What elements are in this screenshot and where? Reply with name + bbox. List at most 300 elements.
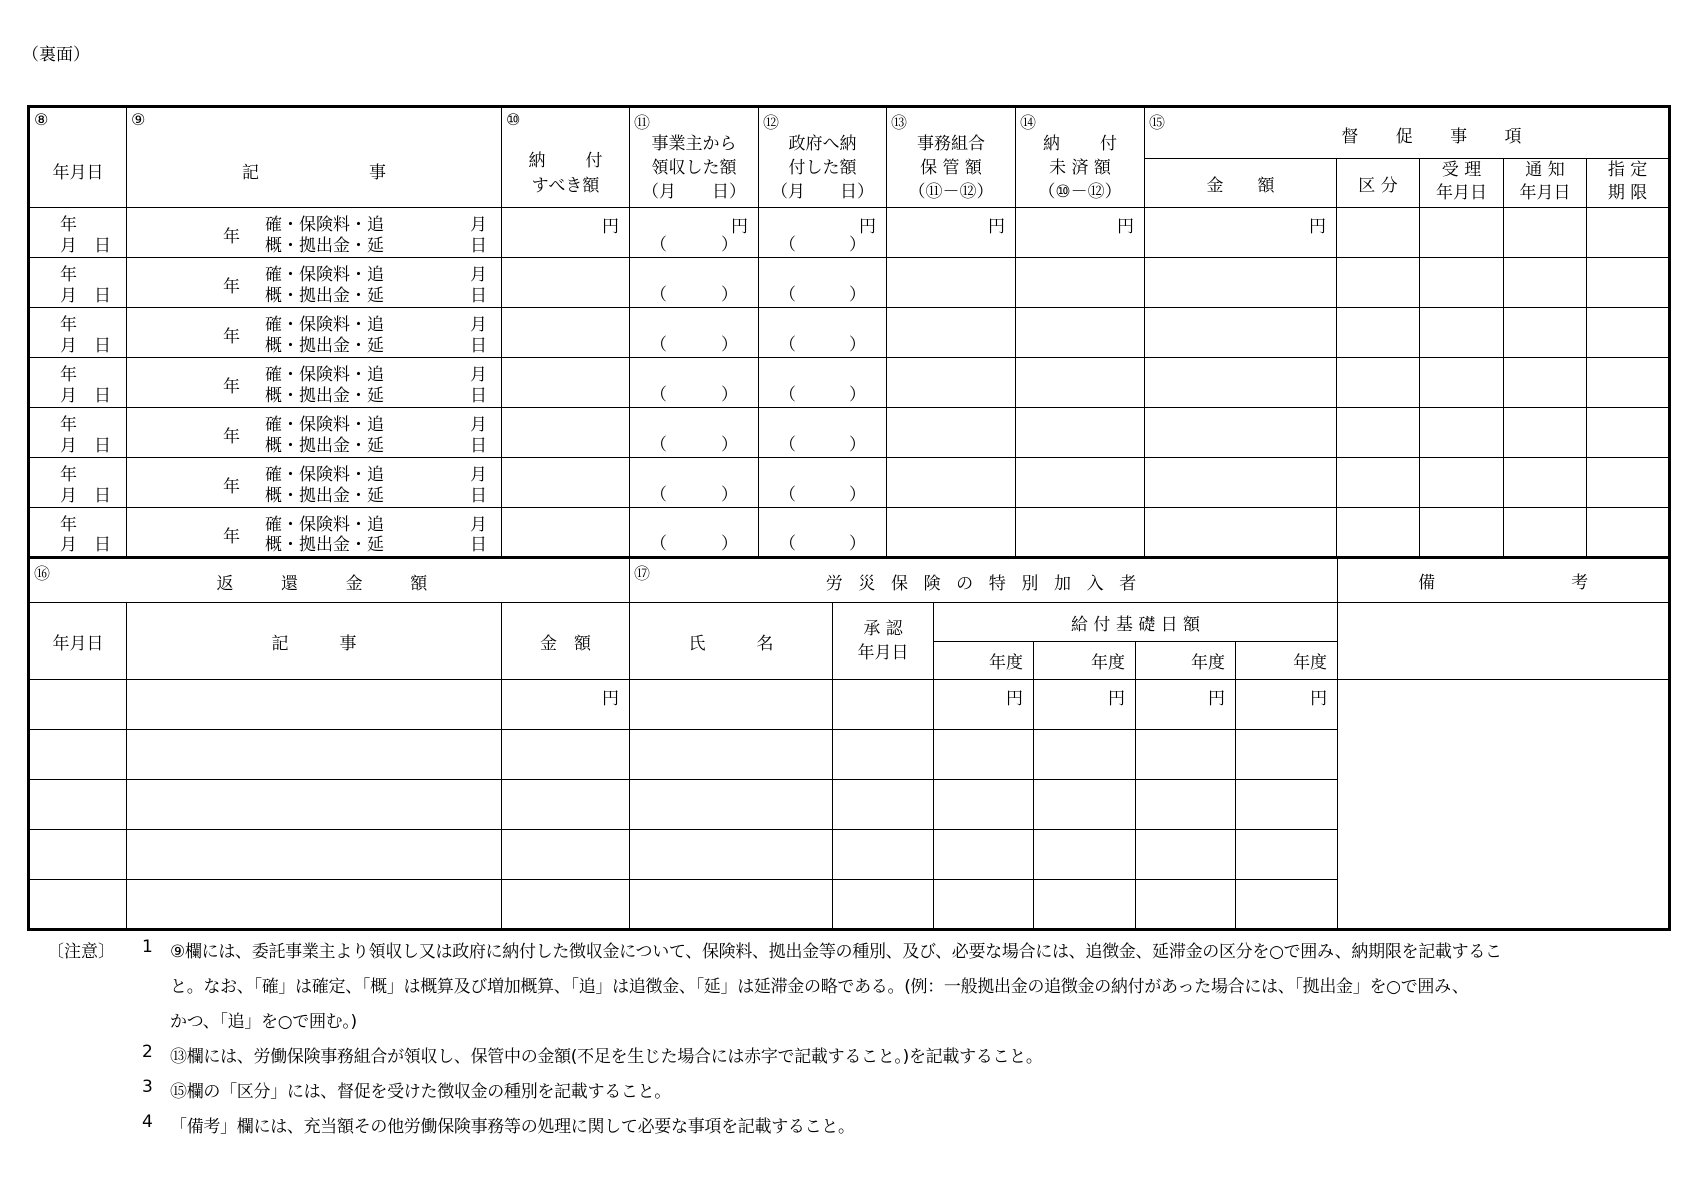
refund-date-cell[interactable]	[29, 680, 127, 730]
header-held	[887, 107, 1016, 208]
header-label: （月	[771, 182, 805, 202]
refund-amount-cell[interactable]	[502, 730, 630, 780]
fiscal-year-header: 年度	[1236, 642, 1338, 680]
month-day-label: 月 日	[60, 386, 111, 406]
refund-date-header: 年月日	[29, 603, 127, 680]
paren-close: ）	[849, 485, 866, 505]
refund-row	[29, 830, 1670, 880]
dunning-amount-cell[interactable]	[1145, 358, 1337, 408]
fy3-amount-cell[interactable]	[1136, 730, 1236, 780]
kaku-option: 確・保険料・追	[265, 365, 384, 385]
month-day-label: 月 日	[60, 436, 111, 456]
dunning-amount-cell[interactable]	[1145, 258, 1337, 308]
header-date	[29, 107, 127, 208]
col-number: ⑯	[34, 564, 51, 583]
record-row	[29, 258, 1670, 308]
deadline-cell[interactable]	[1587, 358, 1670, 408]
header-label: 考	[1571, 573, 1589, 593]
header-payable	[502, 107, 630, 208]
deadline-cell[interactable]	[1587, 258, 1670, 308]
fy1-amount-cell[interactable]	[934, 880, 1034, 930]
kubun-cell[interactable]	[1337, 358, 1420, 408]
paid-gov-cell[interactable]	[759, 258, 887, 308]
refund-row	[29, 780, 1670, 830]
header-article	[127, 107, 502, 208]
paren-open: （	[779, 285, 796, 305]
paren-open: （	[650, 235, 667, 255]
refund-article-header: 記 事	[127, 603, 502, 680]
paren-date	[650, 480, 738, 505]
notified-date-cell[interactable]	[1504, 508, 1587, 558]
payable-cell[interactable]	[502, 308, 630, 358]
month-label: 月	[470, 315, 487, 335]
kubun-cell[interactable]	[1337, 258, 1420, 308]
special-approval-cell[interactable]	[833, 730, 934, 780]
year-label: 年	[60, 215, 77, 235]
paren-close: ）	[721, 485, 738, 505]
yen-unit: 円	[602, 689, 620, 709]
held-cell[interactable]	[887, 408, 1016, 458]
special-approval-cell[interactable]	[833, 880, 934, 930]
header-label: 指 定	[1607, 160, 1648, 180]
refund-special-table	[27, 556, 1671, 931]
paren-open: （	[779, 485, 796, 505]
day-label: 日	[470, 336, 487, 356]
refund-amount-cell[interactable]	[502, 680, 630, 730]
month-day-label: 月 日	[60, 535, 111, 555]
month-day-label: 月 日	[60, 486, 111, 506]
year-label: 年	[60, 515, 77, 535]
col-number: ⑰	[634, 564, 651, 583]
header-label: 期 限	[1607, 183, 1648, 203]
header-label: 日）	[712, 182, 746, 202]
fy4-amount-cell[interactable]	[1236, 880, 1338, 930]
year-label: 年	[223, 277, 240, 297]
collection-table	[27, 105, 1671, 559]
year-label: 年	[223, 327, 240, 347]
gai-option: 概・拠出金・延	[265, 236, 384, 256]
payable-cell[interactable]	[502, 358, 630, 408]
header-paid-gov	[759, 107, 887, 208]
header-label: 承 認	[863, 619, 903, 639]
header-label: 事務組合	[917, 134, 985, 154]
kubun-cell[interactable]	[1337, 458, 1420, 508]
yen-unit: 円	[988, 217, 1005, 237]
special-approval-cell[interactable]	[833, 680, 934, 730]
paren-date	[779, 330, 866, 355]
received-date-cell[interactable]	[1420, 208, 1504, 258]
paid-gov-cell[interactable]	[759, 358, 887, 408]
paren-close: ）	[721, 285, 738, 305]
held-cell[interactable]	[887, 508, 1016, 558]
year-label: 年	[60, 365, 77, 385]
header-dunning-deadline	[1587, 159, 1670, 208]
unpaid-cell[interactable]	[1016, 408, 1145, 458]
gai-option: 概・拠出金・延	[265, 286, 384, 306]
paren-date	[779, 380, 866, 405]
paid-gov-cell[interactable]	[759, 308, 887, 358]
paren-date	[779, 230, 866, 255]
paid-gov-cell[interactable]	[759, 408, 887, 458]
held-cell[interactable]	[887, 358, 1016, 408]
notified-date-cell[interactable]	[1504, 408, 1587, 458]
col-number: ⑪	[634, 113, 651, 132]
refund-amount-header: 金 額	[502, 603, 630, 680]
kubun-cell[interactable]	[1337, 508, 1420, 558]
header-unpaid	[1016, 107, 1145, 208]
day-label: 日	[470, 486, 487, 506]
dunning-amount-cell[interactable]	[1145, 408, 1337, 458]
year-label: 年	[223, 427, 240, 447]
header-label: 記	[242, 163, 259, 183]
date-cell[interactable]	[29, 258, 127, 308]
header-label: 政府へ納	[788, 134, 857, 154]
held-cell[interactable]	[887, 208, 1016, 258]
month-label: 月	[470, 515, 487, 535]
paid-gov-cell[interactable]	[759, 458, 887, 508]
article-cell[interactable]	[127, 208, 502, 258]
kaku-option: 確・保険料・追	[265, 415, 384, 435]
kaku-option: 確・保険料・追	[265, 515, 384, 535]
special-name-cell[interactable]	[630, 880, 833, 930]
deadline-cell[interactable]	[1587, 508, 1670, 558]
article-cell[interactable]	[127, 358, 502, 408]
header-label: 事業主から	[651, 134, 737, 154]
refund-row	[29, 880, 1670, 930]
header-dunning-kubun: 区 分	[1337, 159, 1420, 208]
record-row	[29, 458, 1670, 508]
date-cell[interactable]	[29, 358, 127, 408]
gai-option: 概・拠出金・延	[265, 436, 384, 456]
gai-option: 概・拠出金・延	[265, 535, 384, 555]
paren-open: （	[650, 335, 667, 355]
refund-date-cell[interactable]	[29, 780, 127, 830]
month-label: 月	[470, 465, 487, 485]
received-date-cell[interactable]	[1420, 358, 1504, 408]
notified-date-cell[interactable]	[1504, 258, 1587, 308]
unpaid-cell[interactable]	[1016, 208, 1145, 258]
month-day-label: 月 日	[60, 286, 111, 306]
paren-date	[650, 529, 738, 554]
record-row	[29, 508, 1670, 558]
fiscal-year-header: 年度	[934, 642, 1034, 680]
received-cell[interactable]	[630, 358, 759, 408]
yen-unit: 円	[1208, 689, 1226, 709]
paren-open: （	[779, 534, 796, 554]
fiscal-year-header: 年度	[1136, 642, 1236, 680]
fy2-amount-cell[interactable]	[1034, 780, 1136, 830]
year-label: 年	[223, 477, 240, 497]
fy3-amount-cell[interactable]	[1136, 880, 1236, 930]
kubun-cell[interactable]	[1337, 208, 1420, 258]
unpaid-cell[interactable]	[1016, 508, 1145, 558]
header-label: 付	[1100, 134, 1117, 154]
fy3-amount-cell[interactable]	[1136, 680, 1236, 730]
paren-date	[779, 529, 866, 554]
fy3-amount-cell[interactable]	[1136, 830, 1236, 880]
held-cell[interactable]	[887, 458, 1016, 508]
col-number: ⑮	[1149, 113, 1166, 132]
month-day-label: 月 日	[60, 236, 111, 256]
paren-open: （	[779, 385, 796, 405]
record-row	[29, 358, 1670, 408]
year-label: 年	[60, 415, 77, 435]
fy1-amount-cell[interactable]	[934, 780, 1034, 830]
paren-open: （	[650, 285, 667, 305]
note-number: 3	[142, 1077, 153, 1097]
payable-cell[interactable]	[502, 258, 630, 308]
col-number: ⑭	[1020, 113, 1037, 132]
dunning-amount-cell[interactable]	[1145, 308, 1337, 358]
day-label: 日	[470, 535, 487, 555]
received-date-cell[interactable]	[1420, 508, 1504, 558]
date-cell[interactable]	[29, 408, 127, 458]
header-label: すべき額	[531, 176, 600, 196]
remarks-cell[interactable]	[1338, 558, 1670, 680]
unpaid-cell[interactable]	[1016, 258, 1145, 308]
refund-row	[29, 680, 1670, 730]
refund-amount-cell[interactable]	[502, 780, 630, 830]
yen-unit: 円	[1006, 689, 1024, 709]
received-cell[interactable]	[630, 258, 759, 308]
refund-amount-cell[interactable]	[502, 830, 630, 880]
paren-date	[650, 430, 738, 455]
notified-date-cell[interactable]	[1504, 458, 1587, 508]
header-label: 付した額	[788, 158, 857, 178]
gai-option: 概・拠出金・延	[265, 386, 384, 406]
header-label: 労 災 保 険 の 特 別 加 入 者	[825, 574, 1142, 594]
paren-close: ）	[849, 385, 866, 405]
header-label: 通 知	[1525, 160, 1565, 180]
col-number: ⑩	[506, 110, 521, 129]
year-label: 年	[60, 465, 77, 485]
header-label: 付	[585, 151, 603, 171]
payable-cell[interactable]	[502, 508, 630, 558]
dunning-amount-cell[interactable]	[1145, 508, 1337, 558]
special-name-header: 氏 名	[630, 603, 833, 680]
article-cell[interactable]	[127, 308, 502, 358]
special-name-cell[interactable]	[630, 730, 833, 780]
fy1-amount-cell[interactable]	[934, 830, 1034, 880]
yen-unit: 円	[1309, 217, 1326, 237]
yen-unit: 円	[1310, 689, 1328, 709]
special-name-cell[interactable]	[630, 780, 833, 830]
notified-date-cell[interactable]	[1504, 358, 1587, 408]
header-label: 未 済 額	[1049, 158, 1111, 178]
kaku-option: 確・保険料・追	[265, 265, 384, 285]
header-label: （⑩－⑫）	[1038, 182, 1122, 202]
deadline-cell[interactable]	[1587, 458, 1670, 508]
special-approval-header	[833, 603, 934, 680]
received-cell[interactable]	[630, 208, 759, 258]
page-label: （裏面）	[22, 45, 90, 65]
header-label: 受 理	[1441, 160, 1482, 180]
fy2-amount-cell[interactable]	[1034, 880, 1136, 930]
year-label: 年	[223, 527, 240, 547]
received-cell[interactable]	[630, 408, 759, 458]
fy4-amount-cell[interactable]	[1236, 730, 1338, 780]
received-date-cell[interactable]	[1420, 408, 1504, 458]
col-number: ⑬	[891, 113, 908, 132]
fy3-amount-cell[interactable]	[1136, 780, 1236, 830]
deadline-cell[interactable]	[1587, 208, 1670, 258]
article-cell[interactable]	[127, 508, 502, 558]
fy1-amount-cell[interactable]	[934, 730, 1034, 780]
refund-article-cell[interactable]	[127, 680, 502, 730]
special-name-cell[interactable]	[630, 680, 833, 730]
special-header	[630, 558, 1338, 603]
article-cell[interactable]	[127, 258, 502, 308]
fy2-amount-cell[interactable]	[1034, 680, 1136, 730]
paren-close: ）	[849, 435, 866, 455]
month-label: 月	[470, 265, 487, 285]
date-cell[interactable]	[29, 458, 127, 508]
paren-close: ）	[721, 435, 738, 455]
received-date-cell[interactable]	[1420, 458, 1504, 508]
held-cell[interactable]	[887, 258, 1016, 308]
deadline-cell[interactable]	[1587, 408, 1670, 458]
yen-unit: 円	[859, 217, 876, 237]
month-day-label: 月 日	[60, 336, 111, 356]
unpaid-cell[interactable]	[1016, 308, 1145, 358]
kubun-cell[interactable]	[1337, 408, 1420, 458]
year-label: 年	[223, 377, 240, 397]
fy4-amount-cell[interactable]	[1236, 780, 1338, 830]
record-row	[29, 208, 1670, 258]
header-dunning	[1145, 107, 1670, 159]
year-label: 年	[223, 227, 240, 247]
date-cell[interactable]	[29, 208, 127, 258]
notified-date-cell[interactable]	[1504, 308, 1587, 358]
paren-open: （	[779, 435, 796, 455]
received-cell[interactable]	[630, 458, 759, 508]
col-number: ⑧	[34, 110, 49, 129]
note-number: 2	[142, 1042, 153, 1062]
gai-option: 概・拠出金・延	[265, 486, 384, 506]
paren-close: ）	[849, 285, 866, 305]
date-cell[interactable]	[29, 508, 127, 558]
paren-date	[779, 430, 866, 455]
paid-gov-cell[interactable]	[759, 508, 887, 558]
notes-label: 〔注意〕	[47, 942, 115, 962]
record-row	[29, 308, 1670, 358]
kaku-option: 確・保険料・追	[265, 315, 384, 335]
paren-close: ）	[849, 335, 866, 355]
paren-date	[650, 330, 738, 355]
date-cell[interactable]	[29, 308, 127, 358]
header-label: 年月日	[1519, 183, 1571, 203]
unpaid-cell[interactable]	[1016, 458, 1145, 508]
dunning-amount-cell[interactable]	[1145, 458, 1337, 508]
payable-cell[interactable]	[502, 458, 630, 508]
header-label: 年月日	[52, 163, 104, 183]
col-number: ⑫	[763, 113, 780, 132]
day-label: 日	[470, 236, 487, 256]
refund-article-cell[interactable]	[127, 880, 502, 930]
year-label: 年	[60, 265, 77, 285]
header-label: 保 管 額	[920, 158, 982, 178]
header-label: 領収した額	[651, 158, 737, 178]
header-dunning-amount: 金 額	[1145, 159, 1337, 208]
received-cell[interactable]	[630, 308, 759, 358]
payable-cell[interactable]	[502, 408, 630, 458]
unpaid-cell[interactable]	[1016, 358, 1145, 408]
note-line: かつ、「追」を○で囲む。)	[170, 1012, 357, 1032]
held-cell[interactable]	[887, 308, 1016, 358]
paren-close: ）	[849, 235, 866, 255]
paren-open: （	[650, 485, 667, 505]
refund-article-cell[interactable]	[127, 730, 502, 780]
paren-date	[650, 280, 738, 305]
dunning-amount-cell[interactable]	[1145, 208, 1337, 258]
refund-header	[29, 558, 630, 603]
fiscal-year-header: 年度	[1034, 642, 1136, 680]
header-label: 返 還 金 額	[216, 574, 443, 594]
note-line: ⑨欄には、委託事業主より領収し又は政府に納付した徴収金について、保険料、拠出金等の種別、及び、必要な場合には、追徴金、延滞金の区分を○で囲み、納期限を記載するこ	[170, 942, 1502, 962]
kubun-cell[interactable]	[1337, 308, 1420, 358]
kaku-option: 確・保険料・追	[265, 465, 384, 485]
note-number: 1	[142, 937, 153, 957]
refund-date-cell[interactable]	[29, 730, 127, 780]
refund-article-cell[interactable]	[127, 780, 502, 830]
fy2-amount-cell[interactable]	[1034, 730, 1136, 780]
article-cell[interactable]	[127, 408, 502, 458]
refund-date-cell[interactable]	[29, 880, 127, 930]
received-date-cell[interactable]	[1420, 308, 1504, 358]
fy4-amount-cell[interactable]	[1236, 830, 1338, 880]
notified-date-cell[interactable]	[1504, 208, 1587, 258]
header-dunning-notified	[1504, 159, 1587, 208]
paren-close: ）	[721, 534, 738, 554]
special-approval-cell[interactable]	[833, 830, 934, 880]
paren-close: ）	[849, 534, 866, 554]
deadline-cell[interactable]	[1587, 308, 1670, 358]
special-name-cell[interactable]	[630, 830, 833, 880]
paren-open: （	[650, 435, 667, 455]
kaku-option: 確・保険料・追	[265, 215, 384, 235]
received-cell[interactable]	[630, 508, 759, 558]
paid-gov-cell[interactable]	[759, 208, 887, 258]
refund-date-cell[interactable]	[29, 830, 127, 880]
refund-row	[29, 730, 1670, 780]
received-date-cell[interactable]	[1420, 258, 1504, 308]
payable-cell[interactable]	[502, 208, 630, 258]
year-label: 年	[60, 315, 77, 335]
yen-unit: 円	[602, 217, 619, 237]
fy1-amount-cell[interactable]	[934, 680, 1034, 730]
fy2-amount-cell[interactable]	[1034, 830, 1136, 880]
refund-amount-cell[interactable]	[502, 880, 630, 930]
special-approval-cell[interactable]	[833, 780, 934, 830]
header-label: 年月日	[857, 643, 909, 663]
paren-open: （	[779, 335, 796, 355]
col-number: ⑨	[131, 110, 146, 129]
note-line: と。なお、「確」は確定、「概」は概算及び増加概算、「追」は追徴金、「延」は延滞金の略である。(例：一般拠出金の追徴金の納付があった場合には、「拠出金」を○で囲み、	[170, 977, 1469, 997]
article-cell[interactable]	[127, 458, 502, 508]
paren-open: （	[650, 534, 667, 554]
paren-close: ）	[721, 335, 738, 355]
paren-date	[779, 480, 866, 505]
header-label: （⑪－⑫）	[908, 182, 994, 202]
header-label: 事	[369, 163, 386, 183]
header-label: 日）	[840, 182, 874, 202]
fy4-amount-cell[interactable]	[1236, 680, 1338, 730]
header-label: 督 促 事 項	[1341, 127, 1532, 147]
month-label: 月	[470, 365, 487, 385]
month-label: 月	[470, 415, 487, 435]
refund-article-cell[interactable]	[127, 830, 502, 880]
note-number: 4	[142, 1112, 153, 1132]
